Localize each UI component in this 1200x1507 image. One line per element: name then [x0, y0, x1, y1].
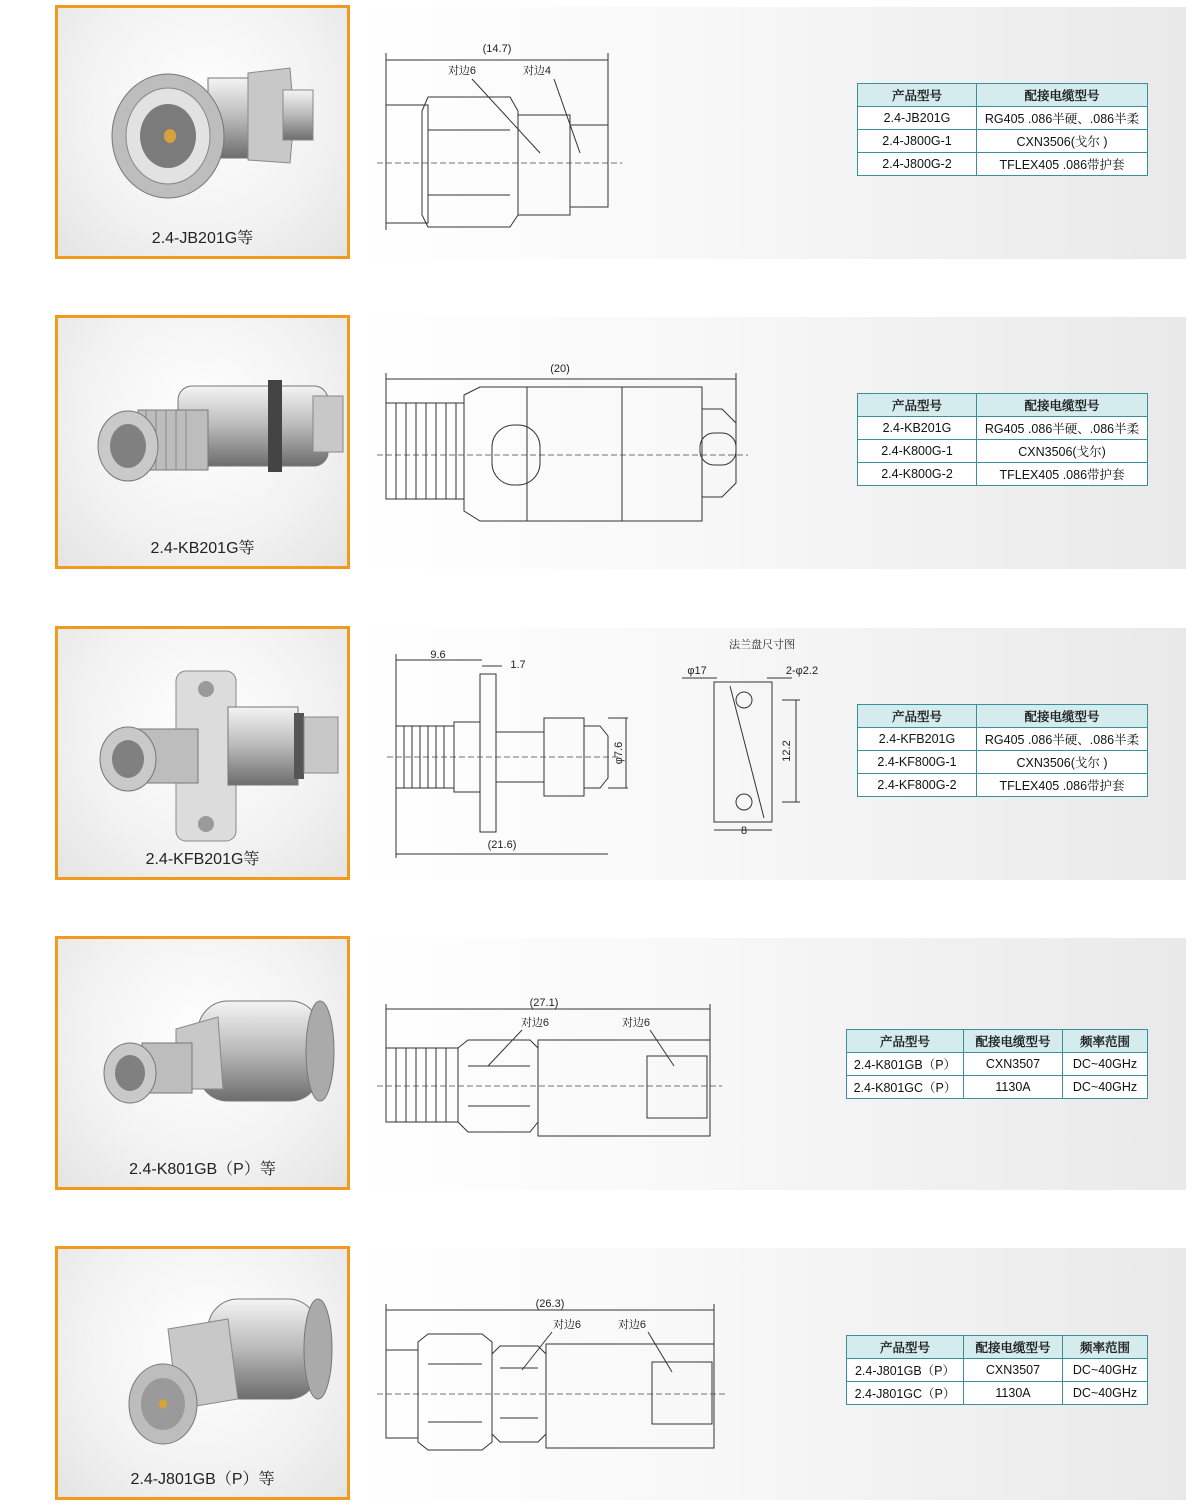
technical-drawing: [372, 315, 842, 569]
table-cell: 2.4-J800G-1: [858, 130, 977, 153]
table-row: [858, 440, 1148, 463]
table-cell: RG405 .086半硬、.086半柔: [977, 417, 1148, 440]
table-cell: 2.4-K800G-2: [858, 463, 977, 486]
table-header: 产品型号: [858, 705, 977, 728]
spec-table: [857, 704, 1148, 797]
product-photo-frame: [55, 1246, 350, 1500]
connector-photo-image: [58, 629, 347, 877]
spec-table: [857, 393, 1148, 486]
table-header: 产品型号: [858, 84, 977, 107]
product-photo-frame: [55, 315, 350, 569]
table-cell: 2.4-KB201G: [858, 417, 977, 440]
dimension-flat-a: 对边6: [552, 1319, 582, 1331]
table-cell: CXN3506(戈尔 ): [977, 751, 1148, 774]
technical-drawing: [372, 1246, 842, 1500]
table-header: 频率范围: [1063, 1030, 1148, 1053]
table-cell: 2.4-K800G-1: [858, 440, 977, 463]
table-cell: DC~40GHz: [1063, 1076, 1148, 1099]
dimension-diameter: φ7.6: [613, 741, 625, 765]
dimension-overall: (26.3): [535, 1298, 565, 1310]
flange-width-dimension: 8: [740, 825, 748, 837]
dimension-overall: (14.7): [482, 43, 512, 55]
table-cell: TFLEX405 .086带护套: [977, 153, 1148, 176]
table-cell: TFLEX405 .086带护套: [977, 463, 1148, 486]
table-cell: 1130A: [964, 1382, 1063, 1405]
table-row: [847, 1359, 1148, 1382]
table-cell: 2.4-KF800G-1: [858, 751, 977, 774]
product-caption: 2.4-KB201G等: [150, 540, 255, 557]
product-section-5: [0, 1246, 1200, 1500]
table-cell: DC~40GHz: [1063, 1382, 1148, 1405]
dimension-overall: (21.6): [487, 839, 517, 851]
dimension-b: 1.7: [510, 659, 526, 671]
dimension-overall: (27.1): [529, 997, 559, 1009]
product-section-2: [0, 315, 1200, 569]
technical-drawing: [372, 626, 842, 880]
table-header: 配接电缆型号: [964, 1336, 1063, 1359]
table-header: 频率范围: [1063, 1336, 1148, 1359]
dimension-flat-b: 对边4: [522, 65, 552, 77]
product-section-1: [0, 5, 1200, 259]
table-cell: TFLEX405 .086带护套: [977, 774, 1148, 797]
table-header: 配接电缆型号: [977, 705, 1148, 728]
table-header: 产品型号: [847, 1030, 964, 1053]
connector-side-view-drawing: [372, 626, 842, 880]
connector-photo-image: [58, 318, 347, 566]
dimension-flat-b: 对边6: [621, 1017, 651, 1029]
connector-side-view-drawing: [372, 1246, 842, 1500]
flange-height-dimension: 12.2: [781, 740, 793, 762]
table-header: 配接电缆型号: [977, 84, 1148, 107]
table-cell: 1130A: [964, 1076, 1063, 1099]
table-row: [858, 463, 1148, 486]
technical-drawing: [372, 936, 842, 1190]
connector-photo-image: [58, 1249, 347, 1497]
flange-holes-dimension: 2-φ2.2: [785, 665, 819, 677]
table-header: 配接电缆型号: [977, 394, 1148, 417]
table-row: [858, 417, 1148, 440]
table-cell: CXN3507: [964, 1359, 1063, 1382]
table-cell: 2.4-K801GC（P）: [847, 1076, 964, 1099]
dimension-flat-b: 对边6: [617, 1319, 647, 1331]
product-photo-frame: [55, 626, 350, 880]
connector-side-view-drawing: [372, 315, 842, 569]
table-row: [858, 728, 1148, 751]
product-caption: 2.4-J801GB（P）等: [130, 1471, 275, 1488]
table-cell: RG405 .086半硬、.086半柔: [977, 107, 1148, 130]
table-cell: 2.4-J800G-2: [858, 153, 977, 176]
spec-table: [846, 1029, 1148, 1099]
table-cell: CXN3506(戈尔 ): [977, 130, 1148, 153]
product-section-3: [0, 626, 1200, 880]
table-cell: 2.4-J801GC（P）: [847, 1382, 964, 1405]
flange-drawing-title: 法兰盘尺寸图: [729, 639, 795, 651]
table-header: 配接电缆型号: [964, 1030, 1063, 1053]
table-header: 产品型号: [858, 394, 977, 417]
table-row: [858, 153, 1148, 176]
table-cell: DC~40GHz: [1063, 1359, 1148, 1382]
connector-photo-image: [58, 8, 347, 256]
table-row: [858, 751, 1148, 774]
connector-side-view-drawing: [372, 5, 842, 259]
product-caption: 2.4-KFB201G等: [145, 851, 260, 868]
table-cell: 2.4-K801GB（P）: [847, 1053, 964, 1076]
table-row: [847, 1076, 1148, 1099]
dimension-overall: (20): [550, 363, 570, 375]
product-caption: 2.4-K801GB（P）等: [129, 1161, 276, 1178]
dimension-flat-a: 对边6: [447, 65, 477, 77]
table-row: [847, 1053, 1148, 1076]
table-row: [858, 107, 1148, 130]
product-photo-frame: [55, 5, 350, 259]
table-cell: CXN3507: [964, 1053, 1063, 1076]
spec-table: [846, 1335, 1148, 1405]
product-photo-frame: [55, 936, 350, 1190]
table-cell: 2.4-JB201G: [858, 107, 977, 130]
dimension-a: 9.6: [430, 649, 446, 661]
dimension-flat-a: 对边6: [520, 1017, 550, 1029]
table-row: [847, 1382, 1148, 1405]
table-cell: DC~40GHz: [1063, 1053, 1148, 1076]
table-cell: 2.4-J801GB（P）: [847, 1359, 964, 1382]
table-row: [858, 774, 1148, 797]
flange-length-dimension: φ17: [687, 665, 707, 677]
table-row: [858, 130, 1148, 153]
connector-side-view-drawing: [372, 936, 842, 1190]
table-cell: RG405 .086半硬、.086半柔: [977, 728, 1148, 751]
connector-photo-image: [58, 939, 347, 1187]
table-cell: 2.4-KF800G-2: [858, 774, 977, 797]
technical-drawing: [372, 5, 842, 259]
table-cell: CXN3506(戈尔): [977, 440, 1148, 463]
product-caption: 2.4-JB201G等: [151, 230, 254, 247]
table-header: 产品型号: [847, 1336, 964, 1359]
table-cell: 2.4-KFB201G: [858, 728, 977, 751]
spec-table: [857, 83, 1148, 176]
product-section-4: [0, 936, 1200, 1190]
